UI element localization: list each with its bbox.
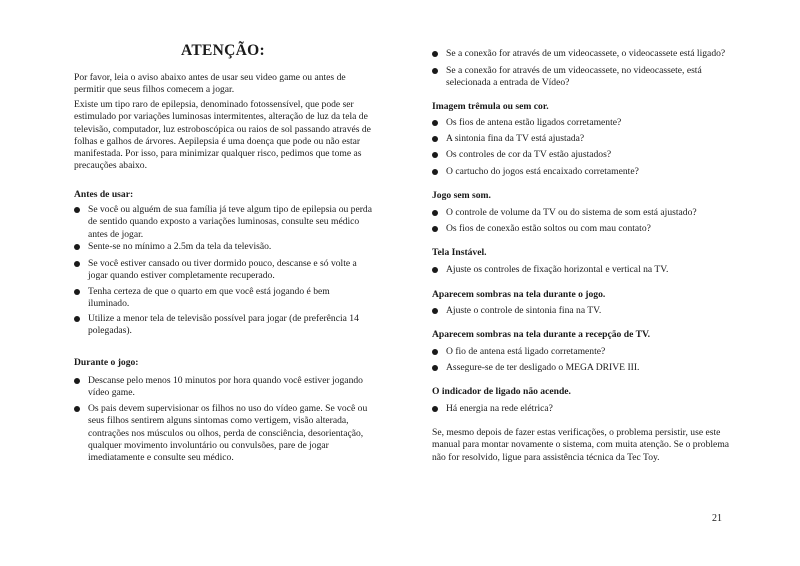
bullet-icon <box>74 378 80 384</box>
bullet-icon <box>432 365 438 371</box>
list-item: Os pais devem supervisionar os filhos no uso do vídeo game. Se você ou seus filhos sentirem alguns sintomas como vertigem, visão alterada, contrações nos músculos ou olhos, perda de consciência, desorientação, qualquer movimento involuntário ou convulsões, pare de jogar imediatamente e consulte seu médico. <box>74 403 372 464</box>
list-item: Descanse pelo menos 10 minutos por hora quando você estiver jogando vídeo game. <box>74 375 372 400</box>
list-item: Se você estiver cansado ou tiver dormido pouco, descanse e só volte a jogar quando estiver completamente recuperado. <box>74 258 372 283</box>
bullet-icon <box>432 68 438 74</box>
list-item: Se a conexão for através de um videocassete, no videocassete, está selecionada a entrada de Vídeo? <box>432 65 730 90</box>
bullet-icon <box>432 136 438 142</box>
intro-paragraph: Por favor, leia o aviso abaixo antes de usar seu video game ou antes de permitir que seus filhos comecem a jogar. <box>74 72 346 96</box>
list-item: Há energia na rede elétrica? <box>432 403 553 415</box>
list-item: A sintonia fina da TV está ajustada? <box>432 133 584 145</box>
list-item: Os fios de conexão estão soltos ou com mau contato? <box>432 223 651 235</box>
list-item: Ajuste os controles de fixação horizontal e vertical na TV. <box>432 264 668 276</box>
bullet-icon <box>74 207 80 213</box>
bullet-icon <box>432 406 438 412</box>
bullet-icon <box>74 244 80 250</box>
list-item: O fio de antena está ligado corretamente? <box>432 346 605 358</box>
page-number: 21 <box>712 513 722 524</box>
list-item: Se a conexão for através de um videocassete, o videocassete está ligado? <box>432 48 725 60</box>
bullet-icon <box>432 169 438 175</box>
bullet-icon <box>74 316 80 322</box>
section-heading: Aparecem sombras na tela durante o jogo. <box>432 289 606 300</box>
bullet-icon <box>74 261 80 267</box>
page-title: ATENÇÃO: <box>181 42 265 59</box>
epilepsy-paragraph: Existe um tipo raro de epilepsia, denominado fotossensível, que pode ser estimulado por variações luminosas intermitentes, alteração de luz da tela de televisão, computador, luz estroboscópica ou raios de sol passando através de folhas e galhos de árvores. Aepilepsia é uma doença que pode ou não estar manifestada. Por isso, para minimizar qualquer risco, pedimos que tome as precauções abaixo. <box>74 99 371 172</box>
bullet-icon <box>432 226 438 232</box>
section-heading-antes: Antes de usar: <box>74 189 134 200</box>
list-item: O cartucho do jogos está encaixado corretamente? <box>432 166 639 178</box>
bullet-icon <box>432 120 438 126</box>
list-item: Utilize a menor tela de televisão possível para jogar (de preferência 14 polegadas). <box>74 313 372 338</box>
bullet-icon <box>432 152 438 158</box>
list-item: Tenha certeza de que o quarto em que você está jogando é bem iluminado. <box>74 286 372 311</box>
section-heading: Jogo sem som. <box>432 190 491 201</box>
section-heading: O indicador de ligado não acende. <box>432 386 571 397</box>
list-item: Se você ou alguém de sua família já teve algum tipo de epilepsia ou perda de sentido quando exposto a variações luminosas, consulte seu médico antes de jogar. <box>74 204 372 241</box>
bullet-icon <box>74 406 80 412</box>
closing-paragraph: Se, mesmo depois de fazer estas verificações, o problema persistir, use este manual para montar novamente o sistema, com muita atenção. Se o problema não for resolvido, ligue para assistência técnica da Tec Toy. <box>432 427 730 463</box>
section-heading-durante: Durante o jogo: <box>74 357 139 368</box>
bullet-icon <box>432 308 438 314</box>
list-item: Os fios de antena estão ligados corretamente? <box>432 117 621 129</box>
bullet-icon <box>432 210 438 216</box>
bullet-icon <box>74 289 80 295</box>
list-item: Assegure-se de ter desligado o MEGA DRIVE III. <box>432 362 639 374</box>
list-item: O controle de volume da TV ou do sistema de som está ajustado? <box>432 207 697 219</box>
list-item: Sente-se no mínimo a 2.5m da tela da televisão. <box>74 241 271 253</box>
section-heading: Aparecem sombras na tela durante a recepção de TV. <box>432 329 651 340</box>
bullet-icon <box>432 51 438 57</box>
bullet-icon <box>432 267 438 273</box>
bullet-icon <box>432 349 438 355</box>
section-heading: Imagem trêmula ou sem cor. <box>432 101 549 112</box>
list-item: Ajuste o controle de sintonia fina na TV. <box>432 305 601 317</box>
list-item: Os controles de cor da TV estão ajustados? <box>432 149 611 161</box>
section-heading: Tela Instável. <box>432 247 487 258</box>
